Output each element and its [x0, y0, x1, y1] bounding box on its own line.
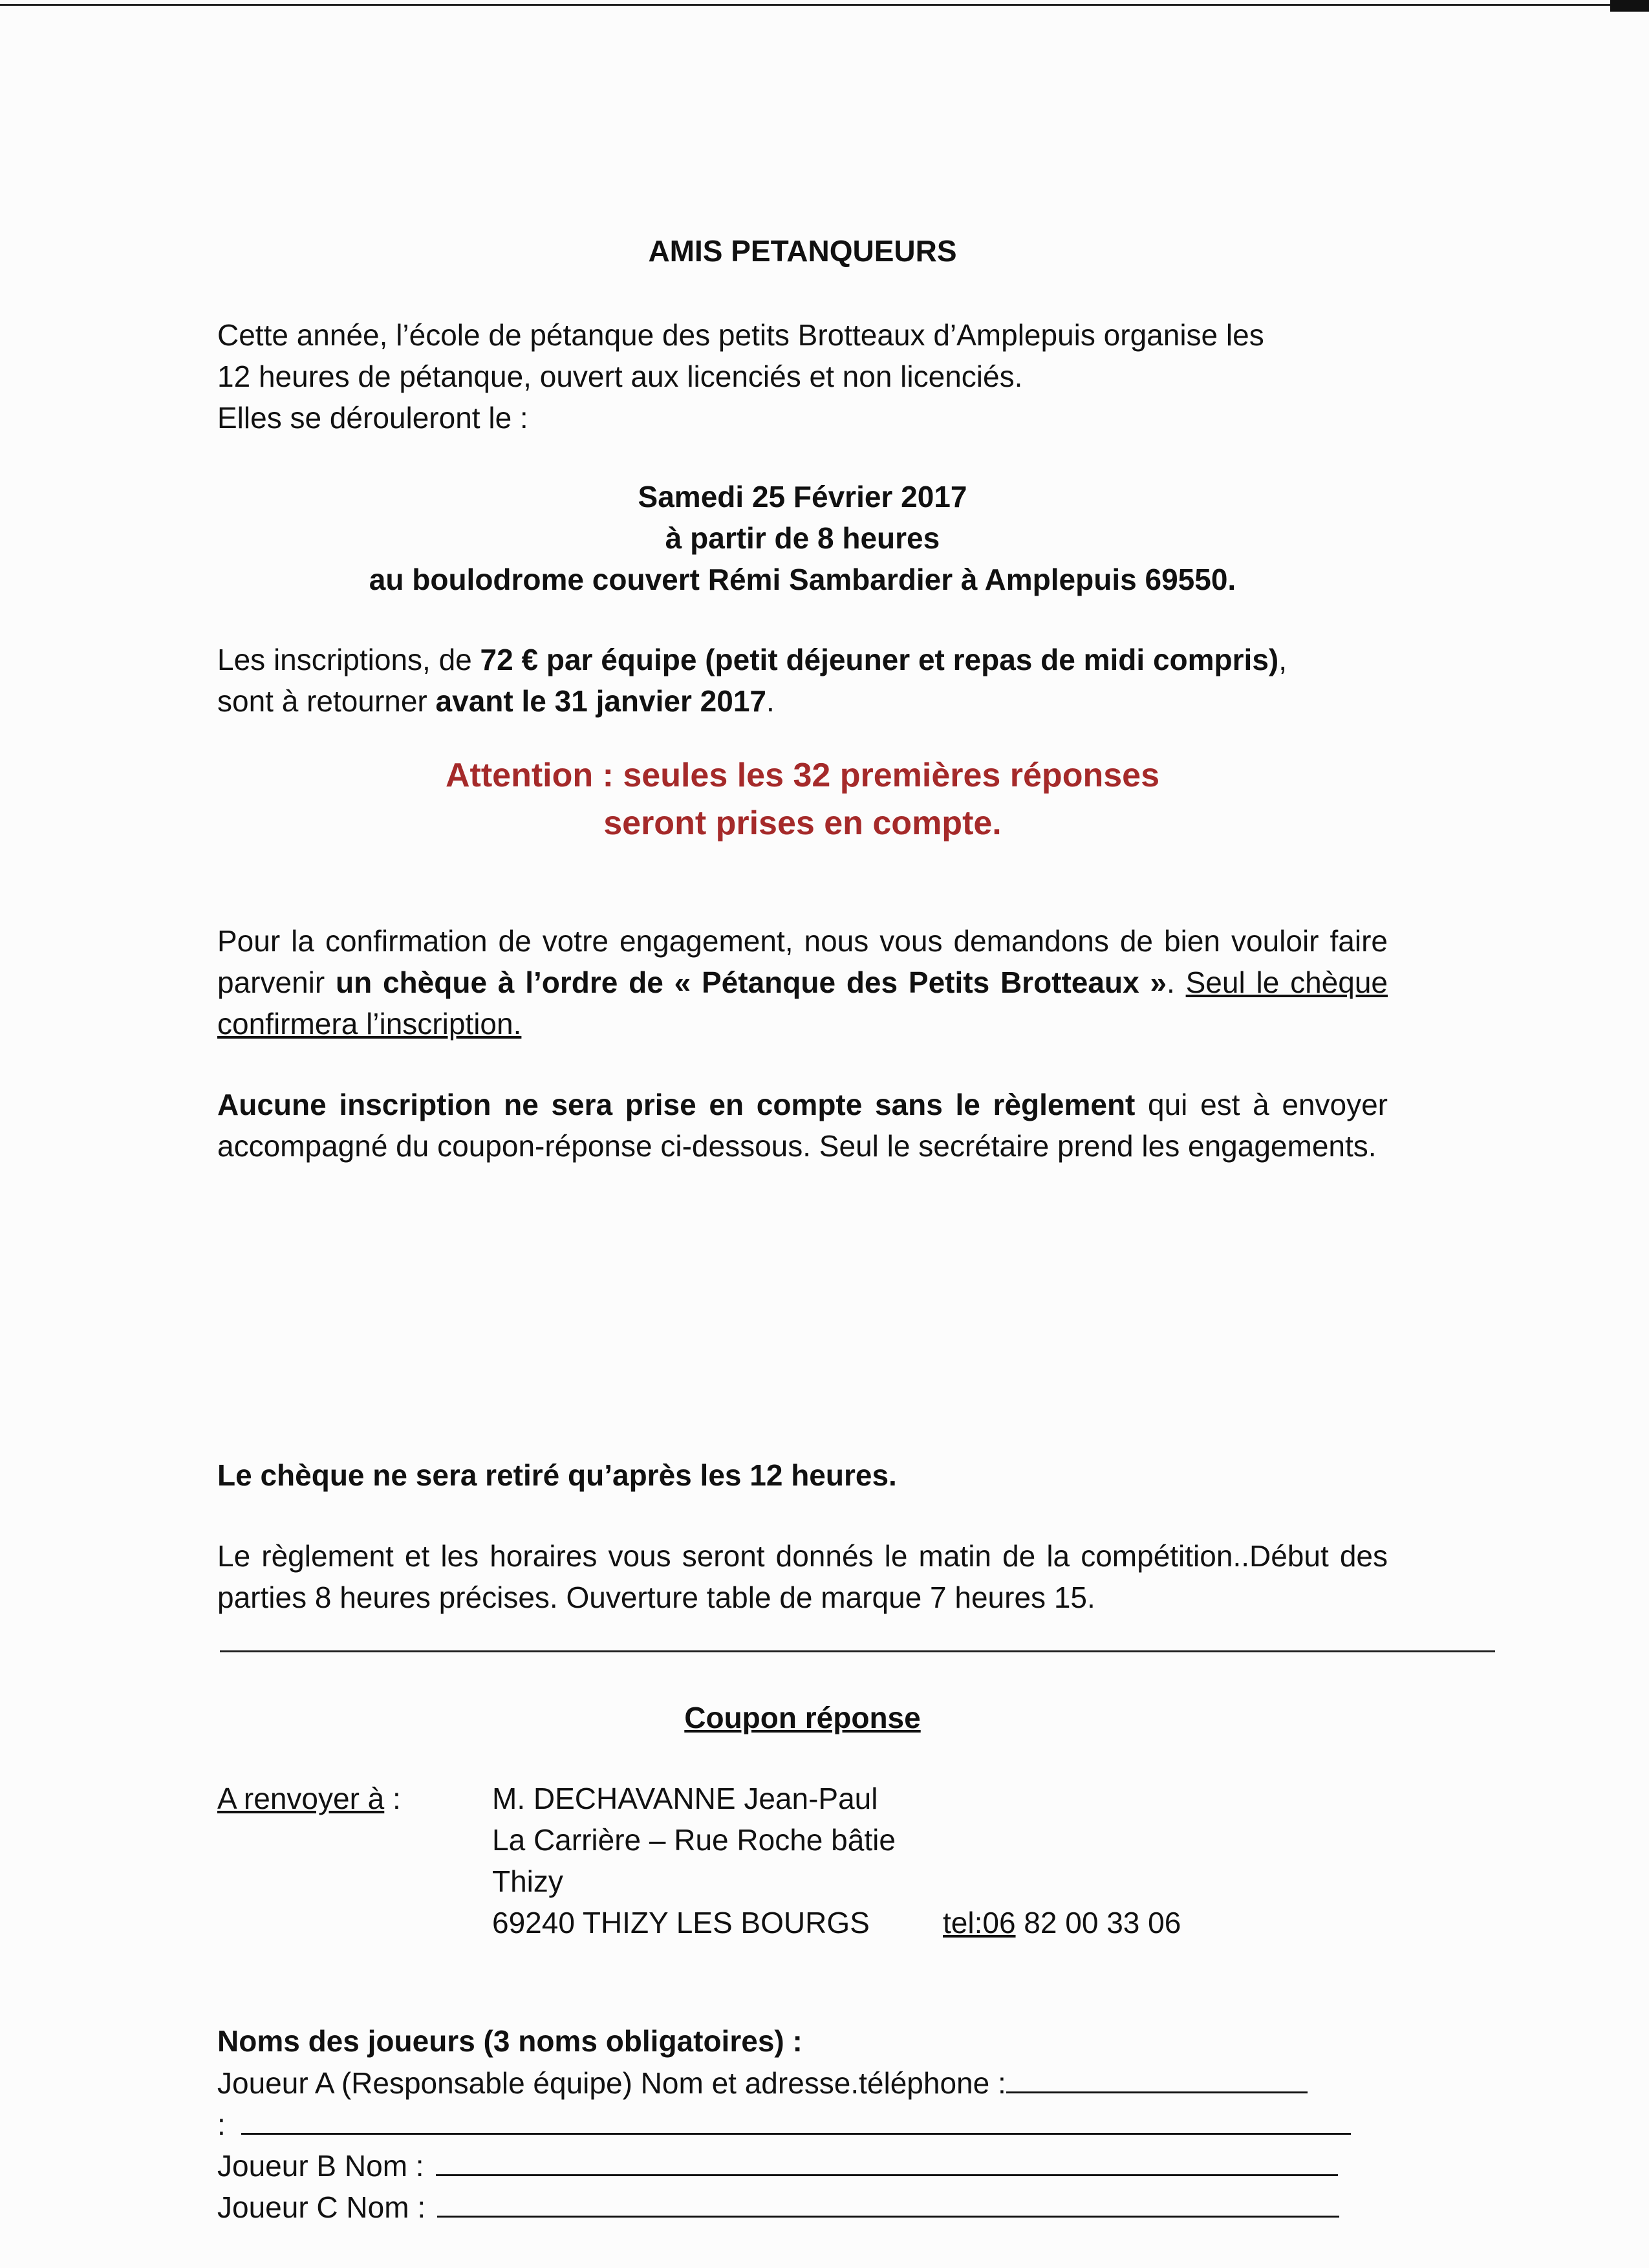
- payment-text: qui est à envoyer accompagné du coupon-réponse ci-dessous. Seul le secrétaire prend les engagements.: [217, 1088, 1388, 1163]
- fees-return-text: sont à retourner: [217, 684, 436, 718]
- players-heading: Noms des joueurs (3 noms obligatoires) :: [217, 2024, 803, 2058]
- player-b-input[interactable]: [436, 2144, 1338, 2176]
- phone-digits: 82 00 33 06: [1015, 1906, 1181, 1939]
- send-to-label-text: A renvoyer à: [217, 1782, 385, 1815]
- player-a-input[interactable]: [1006, 2062, 1308, 2093]
- document-title: AMIS PETANQUEURS: [648, 234, 957, 268]
- player-b-label: Joueur B Nom :: [217, 2149, 424, 2183]
- intro-line-3: Elles se dérouleront le :: [217, 401, 528, 435]
- player-a-cont-label: :: [217, 2108, 226, 2141]
- cheque-note: Le chèque ne sera retiré qu’après les 12 heures.: [217, 1458, 897, 1492]
- fees-deadline: avant le 31 janvier 2017: [435, 684, 766, 718]
- event-place: au boulodrome couvert Rémi Sambardier à Amplepuis 69550.: [369, 563, 1236, 596]
- send-to-label: [217, 1778, 401, 1819]
- confirmation-text: Pour la confirmation de votre engagement, nous vous demandons de bien vouloir faire parvenir: [217, 924, 1388, 999]
- fees-period: .: [766, 684, 775, 718]
- address-town: Thizy: [492, 1864, 563, 1898]
- intro-line-2: 12 heures de pétanque, ouvert aux licenciés et non licenciés.: [217, 360, 1023, 393]
- fees-comma: ,: [1278, 643, 1288, 676]
- attention-line-1: Attention : seules les 32 premières réponses: [446, 757, 1159, 794]
- address-name: M. DECHAVANNE Jean-Paul: [492, 1782, 878, 1815]
- player-b-row: [217, 2144, 1338, 2187]
- intro-line-1: Cette année, l’école de pétanque des petits Brotteaux d’Amplepuis organise les: [217, 318, 1264, 352]
- player-a-label: Joueur A (Responsable équipe) Nom et adresse.téléphone :: [217, 2066, 1006, 2100]
- divider-line: [220, 1650, 1495, 1652]
- payment-paragraph: [217, 1084, 1388, 1167]
- event-details: [217, 476, 1388, 600]
- fees-amount: 72 € par équipe (petit déjeuner et repas de midi compris): [480, 643, 1279, 676]
- event-time: à partir de 8 heures: [665, 521, 940, 555]
- fees-text: Les inscriptions, de: [217, 643, 480, 676]
- attention-line-2: seront prises en compte.: [603, 805, 1002, 842]
- players-form: [217, 2020, 1388, 2240]
- event-date: Samedi 25 Février 2017: [638, 480, 967, 513]
- player-c-input[interactable]: [437, 2186, 1339, 2218]
- player-a-continuation-row: [217, 2103, 1351, 2145]
- phone-link[interactable]: tel:06: [943, 1906, 1016, 1939]
- player-c-label: Joueur C Nom :: [217, 2190, 426, 2224]
- attention-notice: [217, 751, 1388, 847]
- confirmation-paragraph: [217, 920, 1388, 1044]
- player-a-row: [217, 2062, 1308, 2104]
- cheque-order: un chèque à l’ordre de « Pétanque des Petits Brotteaux »: [335, 966, 1167, 999]
- send-to-block: [217, 1778, 1388, 1946]
- coupon-title-text: Coupon réponse: [684, 1701, 921, 1734]
- confirmation-separator: .: [1167, 966, 1186, 999]
- scan-edge-line: [0, 4, 1649, 6]
- scan-edge-mark: [1610, 0, 1649, 12]
- address-city: 69240 THIZY LES BOURGS: [492, 1906, 870, 1939]
- rules-paragraph: Le règlement et les horaires vous seront donnés le matin de la compétition..Début des parties 8 heures précises. Ouverture table de marque 7 heures 15.: [217, 1539, 1388, 1614]
- fees-paragraph: [217, 639, 1388, 722]
- payment-required: Aucune inscription ne sera prise en compte sans le règlement: [217, 1088, 1136, 1121]
- player-c-row: [217, 2186, 1339, 2228]
- phone-number: [943, 1902, 1181, 1943]
- address-street: La Carrière – Rue Roche bâtie: [492, 1823, 896, 1857]
- send-to-colon: :: [384, 1782, 401, 1815]
- cheque-confirms-note: Seul le chèque confirmera l’inscription.: [217, 966, 1388, 1041]
- intro-paragraph: [217, 314, 1388, 438]
- coupon-title: [217, 1697, 1388, 1738]
- player-a-continuation-input[interactable]: [241, 2103, 1351, 2135]
